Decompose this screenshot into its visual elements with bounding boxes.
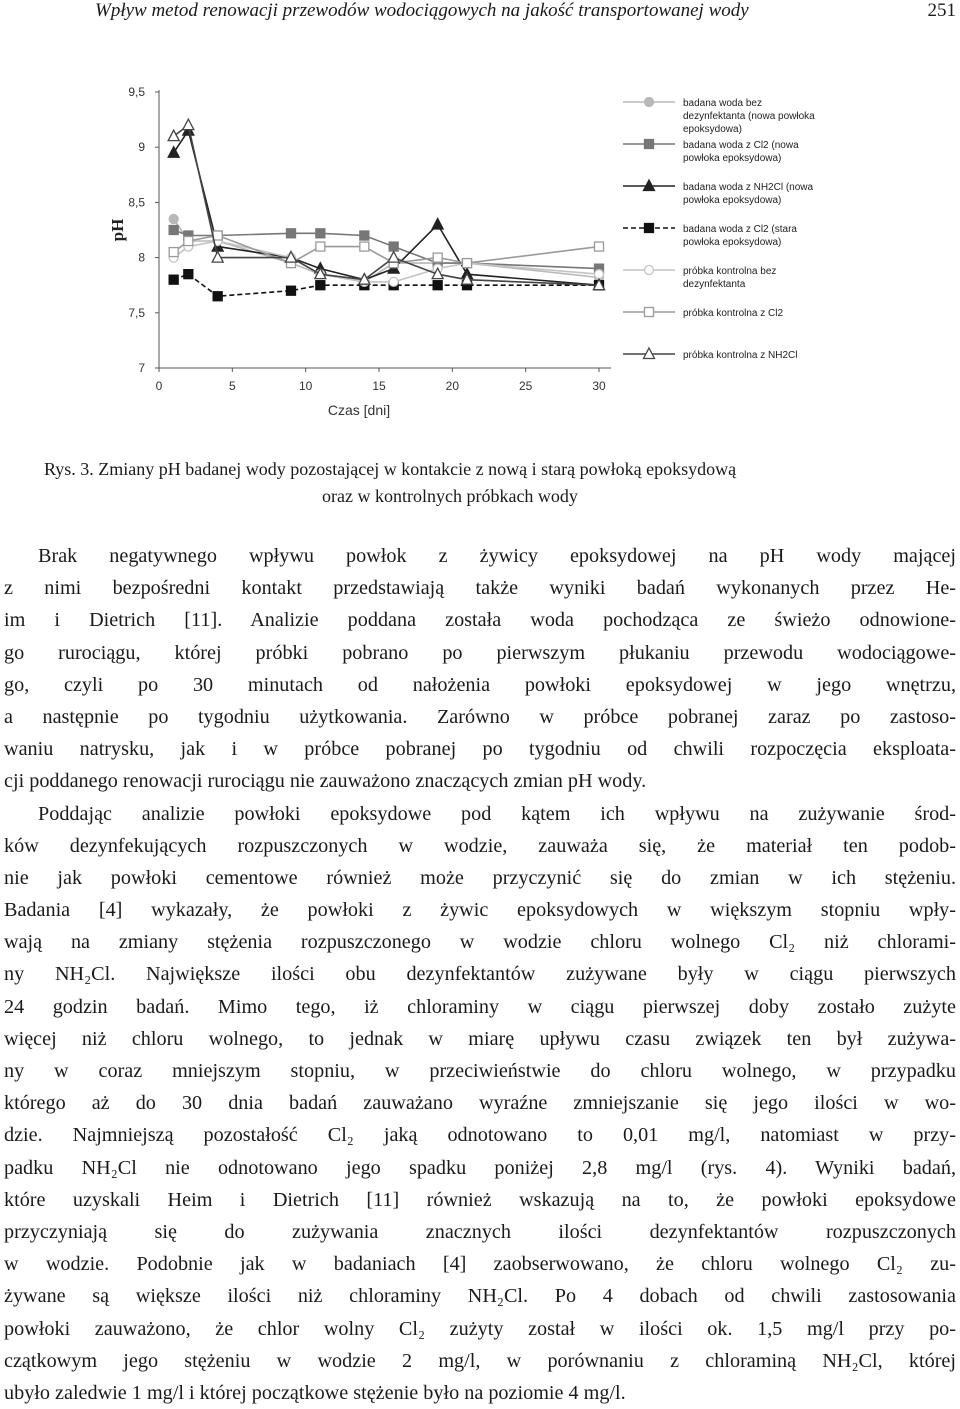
series-line — [174, 274, 599, 296]
data-point — [595, 242, 604, 251]
body-line: czątkowym jego stężeniu w wodzie 2 mg/l, w porównaniu z chloraminą NH₂Cl, której — [4, 1349, 956, 1372]
y-tick-label: 9 — [138, 140, 145, 155]
data-point — [645, 140, 654, 149]
data-point — [168, 130, 179, 141]
body-line: ny NH₂Cl. Największe ilości obu dezynfektantów zużywane były w ciągu pierwszych — [4, 963, 956, 986]
body-line: dzie. Najmniejszą pozostałość Cl₂ jaką odnotowano to 0,01 mg/l, natomiast w przy- — [4, 1124, 956, 1147]
x-tick-label: 5 — [228, 379, 236, 393]
data-point — [169, 248, 178, 257]
body-line: więcej niż chloru wolnego, to jednak w miarę upływu czasu związek ten był zużywa- — [4, 1027, 956, 1050]
data-point — [213, 231, 222, 240]
body-text — [4, 540, 956, 1409]
body-line: a następnie po tygodniu użytkowania. Zarówno w próbce pobranej zaraz po zastoso- — [4, 705, 956, 728]
body-line: ny w coraz mniejszym stopniu, w przeciwieństwie do chloru wolnego, w przypadku — [4, 1060, 956, 1082]
series-line — [174, 219, 599, 282]
data-point — [360, 242, 369, 251]
legend-label: badana woda z Cl2 (nowa powłoka epoksydowa) — [683, 140, 799, 164]
ph-chart — [95, 80, 855, 430]
body-line: ubyło zaledwie 1 mg/l i której początkowe stężenie było na poziomie 4 mg/l. — [4, 1381, 626, 1404]
body-line: przyczyniają się do zużywania znacznych ilości dezynfektantów rozpuszczonych — [4, 1220, 956, 1243]
body-line: Poddając analizie powłoki epoksydowe pod kątem ich wpływu na zużywanie środ- — [38, 802, 956, 825]
data-point — [184, 270, 193, 279]
data-point — [433, 281, 442, 290]
body-line: żywane są większe ilości niż chloraminy NH₂Cl. Po 4 dobach od chwili zastosowania — [4, 1285, 956, 1308]
body-line: 24 godzin badań. Mimo tego, iż chloraminy w ciągu pierwszej doby zostało zużyte — [4, 995, 956, 1018]
y-tick-label: 9,5 — [128, 85, 145, 99]
data-point — [169, 275, 178, 284]
data-point — [645, 224, 654, 233]
body-line: powłoki zauważono, że chlor wolny Cl₂ zużyty został w ilości ok. 1,5 mg/l przy po- — [4, 1317, 956, 1340]
data-point — [184, 237, 193, 246]
data-point — [595, 270, 604, 279]
data-point — [183, 119, 194, 130]
body-line: z nimi bezpośredni kontakt przedstawiają także wyniki badań wykonanych przez He- — [4, 577, 956, 600]
series-line — [174, 131, 599, 286]
legend-label: badana woda bez dezynfektanta (nowa powłoka epoksydowa) — [683, 98, 815, 135]
data-point — [432, 218, 443, 229]
x-tick-label: 30 — [592, 379, 606, 393]
x-tick-label: 20 — [445, 379, 460, 393]
data-point — [389, 242, 398, 251]
x-tick-label: 10 — [298, 379, 313, 393]
body-line: nie jak powłoki cementowe również może przyczynić się do zmian w ich stężeniu. — [4, 866, 956, 889]
body-line: Badania [4] wykazały, że powłoki z żywic epoksydowych w większym stopniu wpły- — [4, 899, 956, 922]
data-point — [433, 253, 442, 262]
data-point — [169, 226, 178, 235]
data-point — [316, 229, 325, 238]
data-point — [388, 252, 399, 263]
body-line: waniu natrysku, jak i w próbce pobranej po tygodniu od chwili rozpoczęcia eksploata- — [4, 738, 956, 761]
page-number: 251 — [927, 0, 956, 21]
caption-line-1: Rys. 3. Zmiany pH badanej wody pozostającej w kontakcie z nową i starą powłoką epoksydową — [44, 459, 737, 479]
data-point — [645, 266, 654, 275]
data-point — [287, 286, 296, 295]
data-point — [463, 259, 472, 268]
data-point — [316, 281, 325, 290]
x-tick-label: 0 — [155, 379, 163, 393]
y-tick-label: 8 — [138, 250, 145, 265]
y-tick-label: 7,5 — [128, 305, 145, 320]
body-line: im i Dietrich [11]. Analizie poddana została woda pochodząca ze świeżo odnowione- — [4, 609, 956, 632]
body-line: go rurociągu, której próbki pobrano po pierwszym płukaniu przewodu wodociągowe- — [4, 641, 956, 664]
body-line: które uzyskali Heim i Dietrich [11] również wskazują na to, że powłoki epoksydowe — [4, 1188, 956, 1211]
body-line: którego aż do 30 dnia badań zauważano wyraźne zmniejszanie się jego ilości w wo- — [4, 1092, 956, 1115]
legend-label: badana woda z NH2Cl (nowa powłoka epoksydowa) — [683, 182, 814, 206]
body-line: go, czyli po 30 minutach od nałożenia powłoki epoksydowej w jego wnętrzu, — [4, 673, 956, 696]
data-point — [360, 231, 369, 240]
data-point — [316, 242, 325, 251]
body-line: Brak negatywnego wpływu powłok z żywicy epoksydowej na pH wody mającej — [38, 545, 956, 567]
data-point — [169, 214, 178, 223]
series-line — [174, 125, 599, 285]
x-axis-label: Czas [dni] — [327, 402, 391, 418]
running-title: Wpływ metod renowacji przewodów wodociągowych na jakość transportowanej wody — [95, 0, 749, 21]
body-line: w wodzie. Podobnie jak w badaniach [4] zaobserwowano, że chloru wolnego Cl₂ zu- — [4, 1253, 956, 1276]
body-line: wają na zmiany stężenia rozpuszczonego w wodzie chloru wolnego Cl₂ niż chlorami- — [4, 931, 956, 954]
x-tick-label: 15 — [372, 379, 386, 393]
body-line: padku NH₂Cl nie odnotowano jego spadku poniżej 2,8 mg/l (rys. 4). Wyniki badań, — [4, 1156, 956, 1179]
x-tick-label: 25 — [518, 379, 533, 393]
data-point — [287, 229, 296, 238]
legend-label: próbka kontrolna z NH2Cl — [683, 350, 798, 361]
legend-label: próbka kontrolna bez dezynfektanta — [683, 266, 777, 290]
data-point — [645, 308, 654, 317]
y-axis-label: pH — [108, 218, 127, 242]
data-point — [645, 98, 654, 107]
legend-label: badana woda z Cl2 (stara powłoka epoksydowa) — [683, 224, 797, 248]
data-point — [389, 277, 398, 286]
data-point — [213, 292, 222, 301]
legend-label: próbka kontrolna z Cl2 — [683, 308, 784, 319]
y-tick-label: 8,5 — [128, 195, 145, 210]
caption-line-2: oraz w kontrolnych próbkach wody — [322, 486, 578, 506]
running-header — [90, 0, 956, 24]
body-line: cji poddanego renowacji rurociągu nie zauważono znaczących zmian pH wody. — [4, 770, 647, 793]
body-line: ków dezynfekujących rozpuszczonych w wodzie, zauważa się, że materiał ten podob- — [4, 834, 956, 857]
y-tick-label: 7 — [138, 361, 145, 375]
